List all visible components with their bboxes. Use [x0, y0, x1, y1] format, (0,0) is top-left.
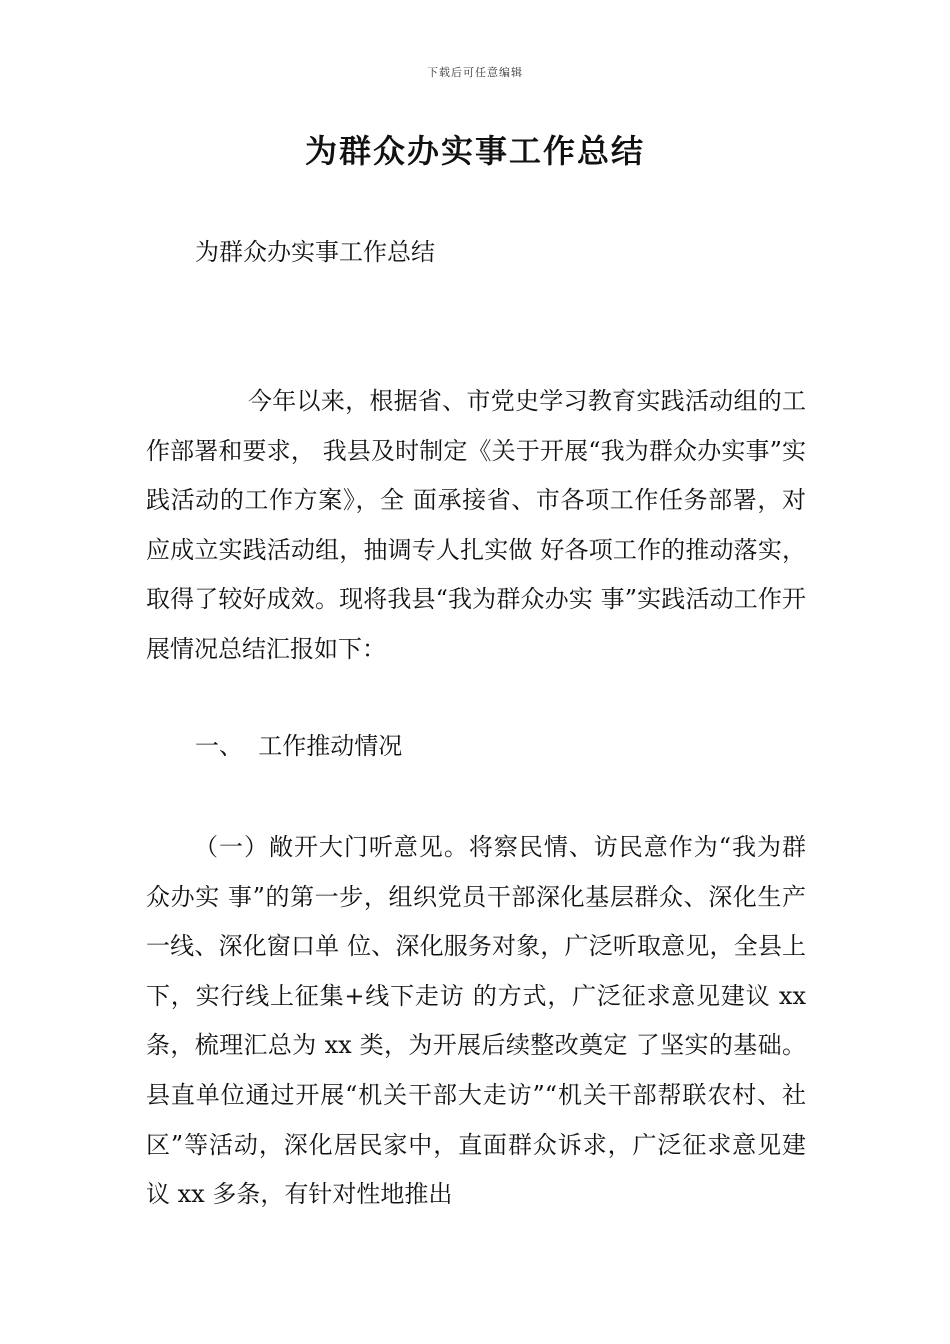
- section-heading-work-progress: 一、 工作推动情况: [195, 732, 403, 760]
- body-paragraph-listen-opinions: （一）敞开大门听意见。将察民情、访民意作为“我为群众办实 事”的第一步，组织党员干部深化基层群众、深化生产一线、深化窗口单 位、深化服务对象，广泛听取意见，全县上下，实行线上征集+线下走访 的方式，广泛征求意见建议 xx 条，梳理汇总为 xx 类，为开展后续整改奠定 了坚实的基础。县直单位通过开展“机关干部大走访”“机关干部帮联农村、社区”等活动，深化居民家中，直面群众诉求，广泛征求意见建议 xx 多条，有针对性地推出: [146, 833, 806, 1209]
- body-paragraph-intro: 今年以来，根据省、市党史学习教育实践活动组的工作部署和要求， 我县及时制定《关于开展“我为群众办实事”实践活动的工作方案》，全 面承接省、市各项工作任务部署，对应成立实践活动组，抽调专人扎实做 好各项工作的推动落实，取得了较好成效。现将我县“我为群众办实 事”实践活动工作开展情况总结汇报如下：: [146, 387, 806, 663]
- document-title: 为群众办实事工作总结: [304, 132, 645, 170]
- header-note: 下载后可任意编辑: [427, 66, 523, 79]
- document-subtitle: 为群众办实事工作总结: [195, 238, 435, 266]
